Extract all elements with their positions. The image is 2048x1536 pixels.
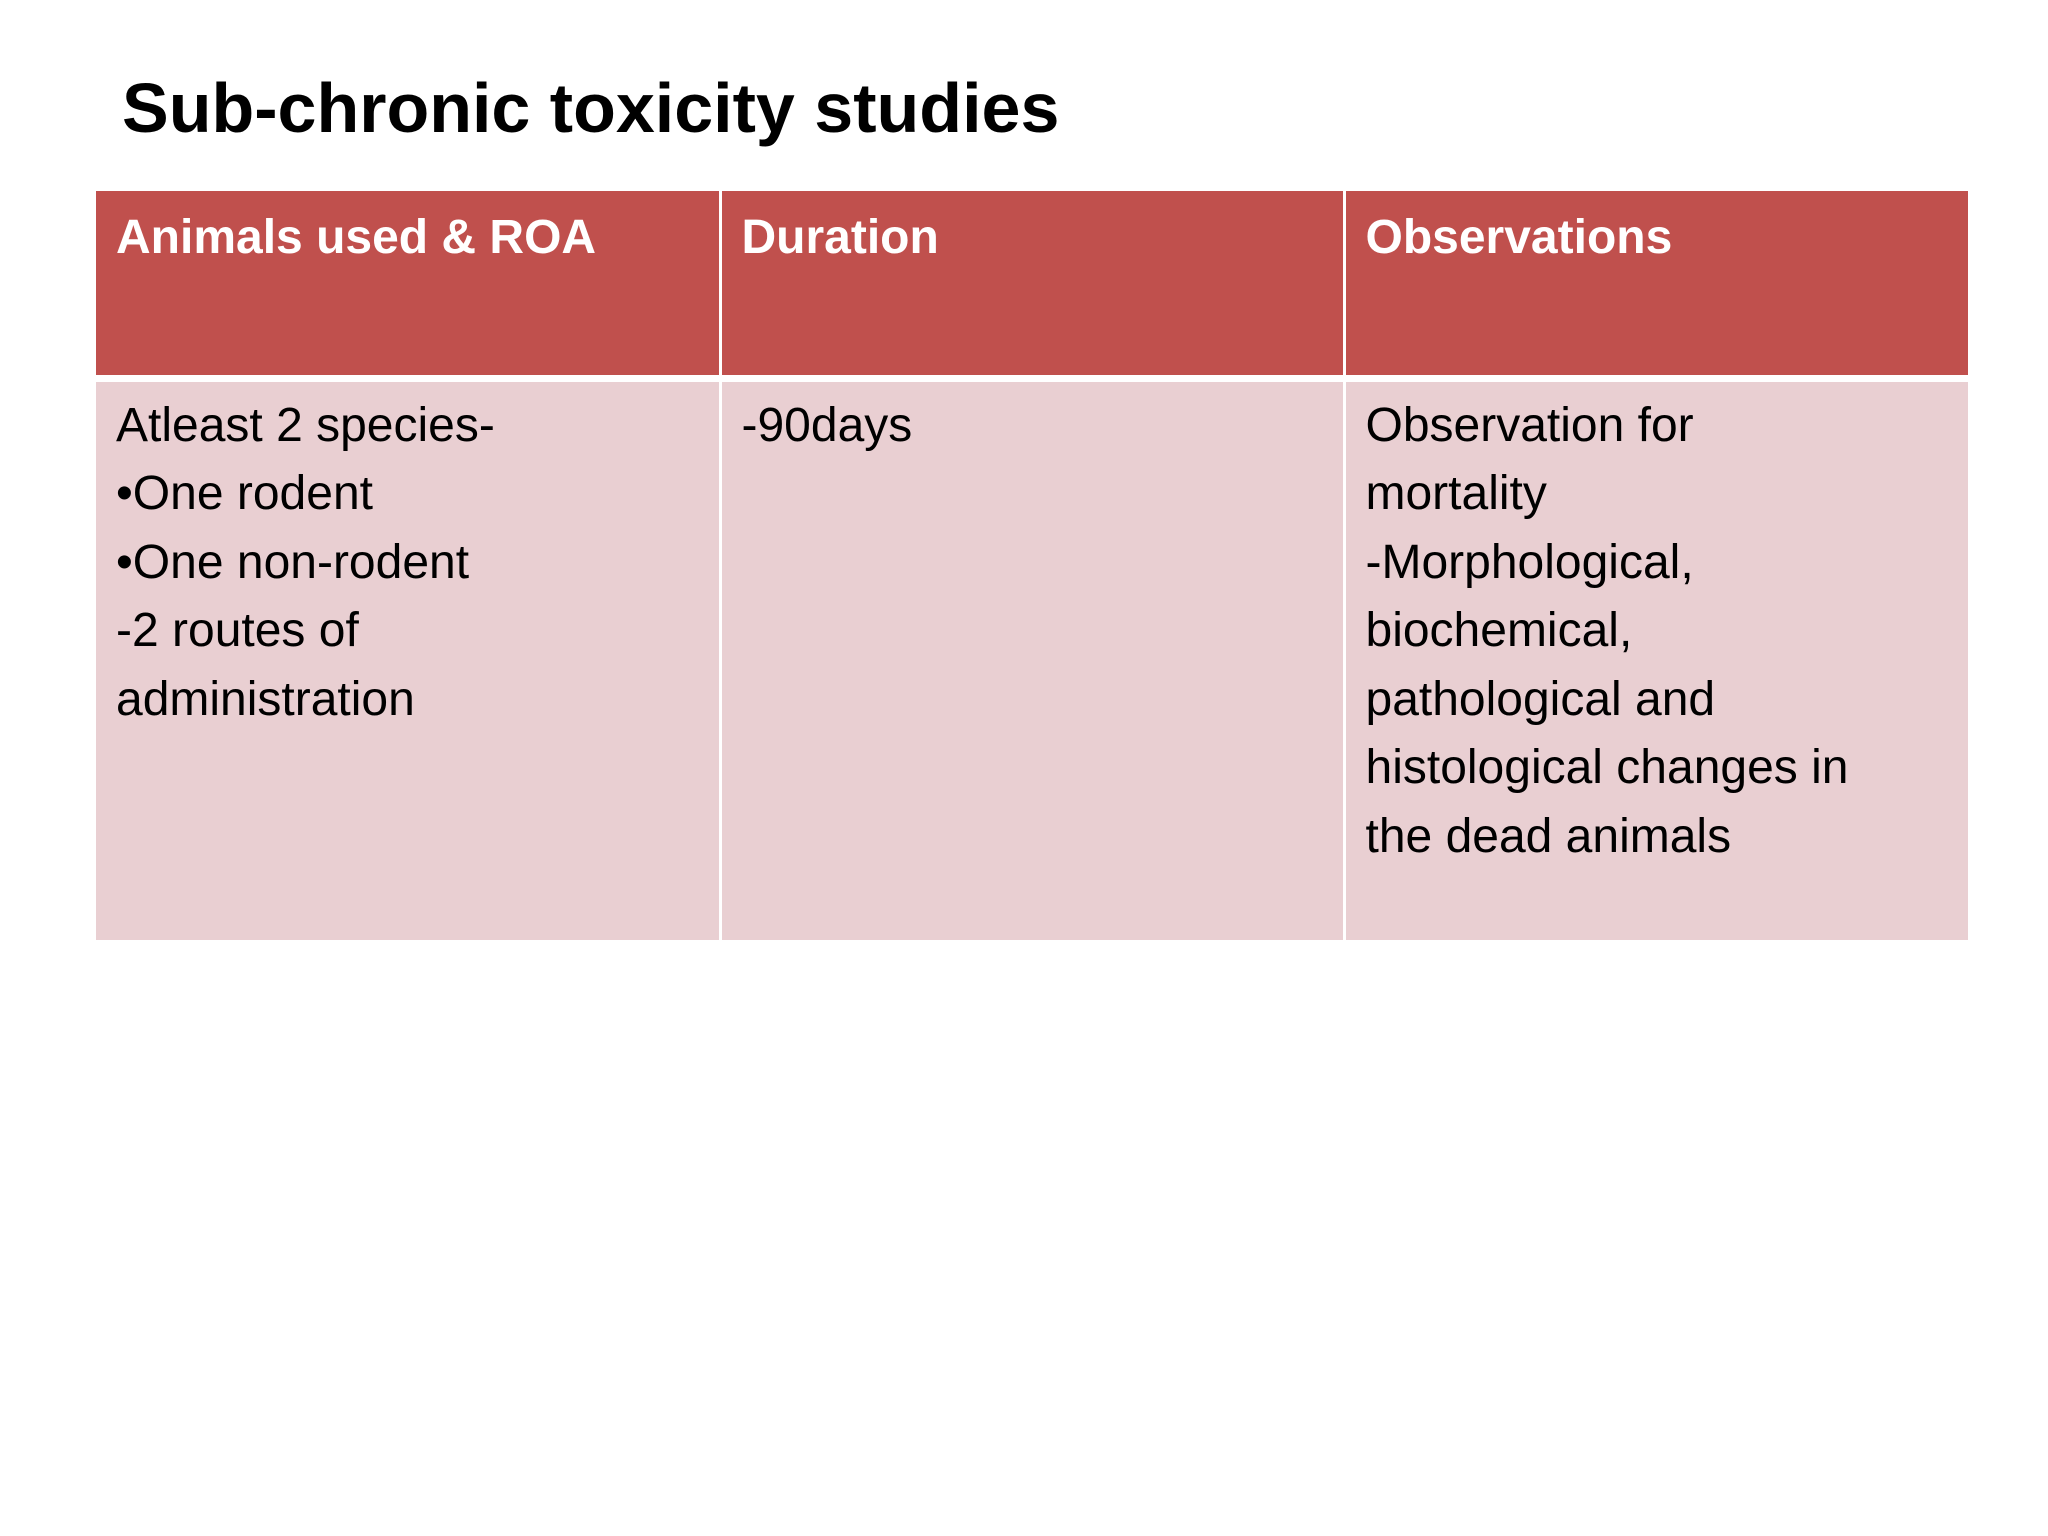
cell-text-line: histological changes in: [1365, 741, 1849, 794]
cell-text-line: biochemical,: [1365, 604, 1633, 657]
table-body: [96, 378, 1968, 940]
cell-text-line: •One non-rodent: [116, 535, 470, 589]
cell-text-line: •One rodent: [116, 467, 373, 520]
header-observations: Observations: [1344, 191, 1968, 378]
cell-text-line: -2 routes of: [116, 604, 359, 657]
cell-text-line: the dead animals: [1365, 809, 1732, 863]
cell-observations: [1344, 378, 1968, 940]
cell-duration: [720, 378, 1344, 940]
cell-text-line: Observation for: [1365, 398, 1694, 452]
cell-text-line: mortality: [1365, 467, 1547, 520]
cell-text-line: Atleast 2 species-: [116, 398, 495, 452]
toxicity-table: [96, 191, 1968, 940]
table-header: [96, 191, 1968, 378]
cell-animals-used-roa: [96, 378, 720, 940]
header-duration: Duration: [720, 191, 1344, 378]
cell-text-line: pathological and: [1365, 672, 1716, 726]
table-header-row: [96, 191, 1968, 378]
header-animals-used-roa: Animals used & ROA: [96, 191, 720, 378]
cell-text-line: administration: [116, 672, 415, 726]
cell-text-line: -90days: [741, 398, 913, 452]
cell-text-line: -Morphological,: [1365, 535, 1694, 589]
slide-title: Sub-chronic toxicity studies: [122, 69, 1060, 147]
table-row: [96, 378, 1968, 940]
